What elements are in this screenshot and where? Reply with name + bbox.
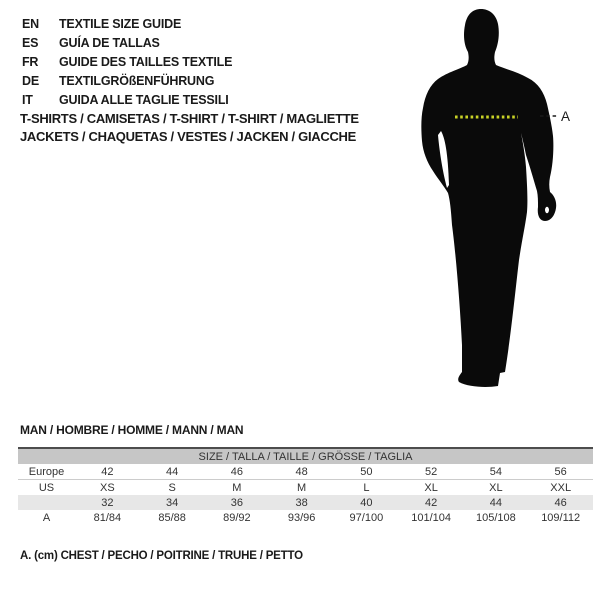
table-cell: 42 (75, 464, 140, 480)
table-cell: XXL (550, 481, 572, 494)
lang-code: DE (22, 74, 39, 88)
lang-label: TEXTILGRÖßENFÜHRUNG (59, 74, 215, 88)
lang-row-de (22, 72, 232, 91)
table-row-numeric (18, 495, 593, 510)
table-cell: 46 (528, 495, 593, 510)
lang-row-es (22, 34, 232, 53)
table-cell: XL (489, 481, 503, 494)
man-silhouette-svg (408, 5, 574, 397)
lang-label: TEXTILE SIZE GUIDE (59, 17, 182, 31)
lang-code: FR (22, 55, 39, 69)
table-cell: 40 (334, 495, 399, 510)
lang-row-en (22, 15, 232, 34)
table-cell: 85/88 (158, 511, 186, 524)
lang-code: IT (22, 93, 33, 107)
table-cell: 50 (334, 464, 399, 480)
table-header-row (18, 449, 593, 464)
man-silhouette-path (421, 9, 556, 387)
category-line-jackets: JACKETS / CHAQUETAS / VESTES / JACKEN / GIACCHE (20, 129, 356, 144)
table-cell: 56 (528, 464, 593, 480)
table-cell: 52 (399, 464, 464, 480)
size-table (18, 449, 593, 525)
hand-highlight (545, 207, 549, 213)
table-cell: XS (100, 481, 115, 494)
language-guide-list (22, 15, 232, 110)
measurement-label-a: A (561, 109, 571, 124)
table-cell: 81/84 (93, 511, 122, 524)
lang-label: GUÍA DE TALLAS (59, 36, 160, 50)
table-cell: 42 (399, 495, 464, 510)
lang-label: GUIDA ALLE TAGLIE TESSILI (59, 93, 229, 107)
table-row-us (18, 480, 593, 496)
table-header-cell: SIZE / TALLA / TAILLE / GRÖSSE / TAGLIA (18, 449, 593, 464)
row-label: US (38, 481, 55, 494)
table-cell: 34 (140, 495, 205, 510)
row-label (18, 495, 75, 510)
table-cell: 46 (205, 464, 270, 480)
lang-label: GUIDE DES TAILLES TEXTILE (59, 55, 233, 69)
lang-code: ES (22, 36, 39, 50)
section-title-man: MAN / HOMBRE / HOMME / MANN / MAN (20, 423, 244, 437)
garment-categories (20, 110, 359, 146)
table-cell: M (297, 481, 307, 494)
table-cell: 109/112 (541, 511, 581, 524)
table-cell: 36 (205, 495, 270, 510)
table-cell: 97/100 (349, 511, 384, 524)
lang-row-it (22, 91, 232, 110)
table-row-europe (18, 464, 593, 480)
table-cell: 54 (464, 464, 529, 480)
table-cell: 101/104 (411, 511, 451, 524)
table-cell: 38 (269, 495, 334, 510)
man-silhouette-figure (408, 5, 574, 397)
measurement-footnote: A. (cm) CHEST / PECHO / POITRINE / TRUHE / PETTO (20, 550, 303, 562)
table-cell: 32 (75, 495, 140, 510)
lang-code: EN (22, 17, 39, 31)
table-cell: XL (424, 481, 438, 494)
size-table-container (18, 447, 593, 525)
table-cell: 48 (269, 464, 334, 480)
table-cell: 44 (140, 464, 205, 480)
row-label: A (42, 511, 51, 524)
table-cell: 105/108 (475, 511, 516, 524)
table-cell: 44 (464, 495, 529, 510)
table-cell: L (363, 481, 370, 494)
table-cell: S (168, 481, 176, 494)
lang-row-fr (22, 53, 232, 72)
category-line-tshirts: T-SHIRTS / CAMISETAS / T-SHIRT / T-SHIRT / MAGLIETTE (20, 111, 359, 126)
table-cell: 93/96 (287, 511, 316, 524)
row-label: Europe (18, 464, 75, 480)
table-cell: M (232, 481, 242, 494)
table-cell: 89/92 (223, 511, 251, 524)
table-row-chest-cm (18, 510, 593, 525)
